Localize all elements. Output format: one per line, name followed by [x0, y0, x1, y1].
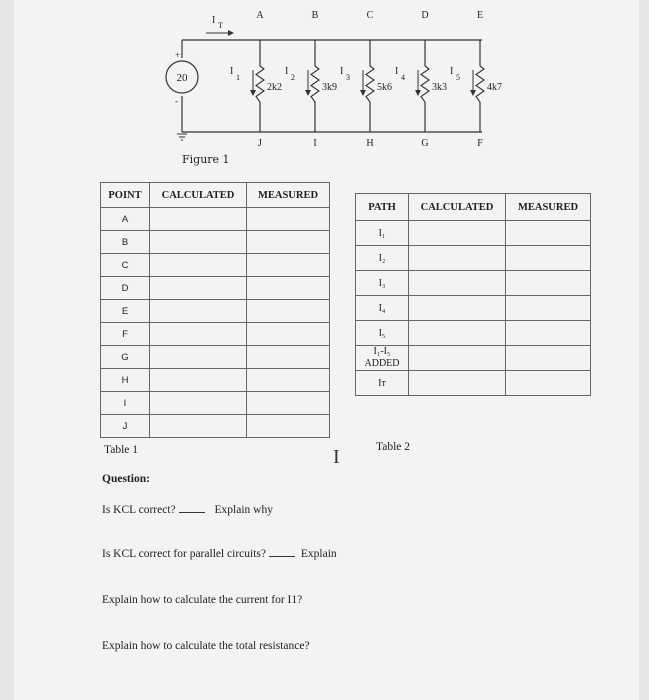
table1-calculated-cell[interactable] [150, 208, 247, 231]
it-label: I [212, 15, 216, 26]
table2-measured-cell[interactable] [506, 321, 591, 346]
resistor-1 [256, 66, 264, 102]
current-arrow-head [250, 90, 256, 96]
node-E: E [476, 10, 484, 21]
table2-row [356, 246, 591, 271]
svg-text:-: - [175, 96, 178, 106]
table1-measured-cell[interactable] [247, 346, 330, 369]
table1-row [101, 300, 330, 323]
branch-current-sub: 1 [236, 73, 240, 82]
table2-measured-cell[interactable] [506, 271, 591, 296]
branch-current-label: I [340, 66, 344, 77]
branch-5 [450, 40, 502, 132]
table1-measured-cell[interactable] [247, 300, 330, 323]
table2-calculated-cell[interactable] [409, 221, 506, 246]
resistor-value: 2k2 [267, 82, 282, 93]
table2-measured-cell[interactable] [506, 296, 591, 321]
table2-measured-cell[interactable] [506, 246, 591, 271]
current-arrow-head [415, 90, 421, 96]
branch-current-label: I [395, 66, 399, 77]
question-1 [102, 502, 273, 516]
table1-measured-cell[interactable] [247, 208, 330, 231]
table2-calculated-cell[interactable] [409, 346, 506, 371]
table1-row [101, 415, 330, 438]
current-arrow-head [305, 90, 311, 96]
table1-row [101, 254, 330, 277]
table1-row [101, 346, 330, 369]
table1-calculated-cell[interactable] [150, 415, 247, 438]
table2-measured-cell[interactable] [506, 346, 591, 371]
current-arrow-head [360, 90, 366, 96]
table2-header-path: PATH [356, 194, 409, 221]
table1-point-label: D [101, 277, 150, 300]
node-H: H [366, 138, 374, 149]
table1-row [101, 277, 330, 300]
table2-path-label: I₂ [356, 246, 409, 271]
question-1-explain: Explain why [214, 504, 273, 516]
question-heading: Question: [102, 473, 150, 485]
table1-point-label: H [101, 369, 150, 392]
question-4: Explain how to calculate the total resistance? [102, 640, 310, 652]
table2-header-calculated: CALCULATED [409, 194, 506, 221]
node-A: A [256, 10, 264, 21]
table2-path-label: I₄ [356, 296, 409, 321]
resistor-3 [366, 66, 374, 102]
branch-current-sub: 5 [456, 73, 460, 82]
table1-calculated-cell[interactable] [150, 300, 247, 323]
table1-measured-cell[interactable] [247, 277, 330, 300]
node-G: G [421, 138, 429, 149]
table2-row [356, 296, 591, 321]
node-D: D [421, 10, 429, 21]
table1-calculated-cell[interactable] [150, 346, 247, 369]
table1-measured-cell[interactable] [247, 231, 330, 254]
table1-measured-cell[interactable] [247, 369, 330, 392]
node-I: I [313, 138, 317, 149]
branch-current-label: I [450, 66, 454, 77]
table2-row [356, 271, 591, 296]
table1-point-label: J [101, 415, 150, 438]
table1-header-point: POINT [101, 183, 150, 208]
question-2-text: Is KCL correct for parallel circuits? [102, 548, 267, 560]
resistor-value: 3k3 [432, 82, 447, 93]
branch-current-label: I [230, 66, 234, 77]
table2-path-label: I₃ [356, 271, 409, 296]
table2-calculated-cell[interactable] [409, 271, 506, 296]
table2-path-label: Iᴛ [356, 371, 409, 396]
source-voltage: 20 [176, 72, 188, 84]
question-3: Explain how to calculate the current for I1? [102, 594, 303, 606]
table1-calculated-cell[interactable] [150, 277, 247, 300]
table1-point-label: E [101, 300, 150, 323]
branch-1 [230, 40, 282, 132]
table2-calculated-cell[interactable] [409, 246, 506, 271]
table1-header-measured: MEASURED [247, 183, 330, 208]
table2-caption: Table 2 [376, 441, 411, 453]
table1-caption: Table 1 [104, 444, 139, 456]
resistor-4 [421, 66, 429, 102]
table2-row [356, 346, 591, 371]
table1-point-label: G [101, 346, 150, 369]
node-C: C [366, 10, 374, 21]
table1-measured-cell[interactable] [247, 415, 330, 438]
branch-3 [340, 40, 392, 132]
it-sub: T [218, 21, 223, 30]
current-arrow-head [470, 90, 476, 96]
table-1 [100, 182, 330, 438]
table1-calculated-cell[interactable] [150, 231, 247, 254]
table1-calculated-cell[interactable] [150, 323, 247, 346]
table1-row [101, 231, 330, 254]
table1-row [101, 323, 330, 346]
resistor-value: 5k6 [377, 82, 392, 93]
table1-calculated-cell[interactable] [150, 369, 247, 392]
table2-path-label: I₅ [356, 321, 409, 346]
table2-calculated-cell[interactable] [409, 371, 506, 396]
branch-4 [395, 40, 447, 132]
branch-current-sub: 3 [346, 73, 350, 82]
table2-calculated-cell[interactable] [409, 321, 506, 346]
table2-measured-cell[interactable] [506, 221, 591, 246]
answer-blank-2[interactable] [269, 546, 295, 557]
resistor-value: 3k9 [322, 82, 337, 93]
table2-path-label: I₁ [356, 221, 409, 246]
branch-current-sub: 2 [291, 73, 295, 82]
table1-row [101, 392, 330, 415]
resistor-2 [311, 66, 319, 102]
table1-calculated-cell[interactable] [150, 254, 247, 277]
table1-row [101, 369, 330, 392]
table1-measured-cell[interactable] [247, 254, 330, 277]
table1-point-label: C [101, 254, 150, 277]
resistor-value: 4k7 [487, 82, 502, 93]
branch-2 [285, 40, 337, 132]
table1-point-label: I [101, 392, 150, 415]
answer-blank-1[interactable] [179, 502, 205, 513]
table1-header-calculated: CALCULATED [150, 183, 247, 208]
node-J: J [258, 138, 262, 149]
node-F: F [477, 138, 483, 149]
resistor-5 [476, 66, 484, 102]
text-cursor-icon: I [333, 446, 340, 468]
table2-header-measured: MEASURED [506, 194, 591, 221]
question-1-text: Is KCL correct? [102, 504, 176, 516]
table-2 [355, 193, 591, 396]
node-B: B [311, 10, 319, 21]
table1-point-label: B [101, 231, 150, 254]
circuit-figure [0, 0, 649, 180]
branch-current-sub: 4 [401, 73, 405, 82]
table1-calculated-cell[interactable] [150, 392, 247, 415]
table2-row [356, 221, 591, 246]
table1-row [101, 208, 330, 231]
table2-row [356, 321, 591, 346]
table1-measured-cell[interactable] [247, 392, 330, 415]
svg-text:+: + [175, 50, 181, 60]
table2-measured-cell[interactable] [506, 371, 591, 396]
branch-current-label: I [285, 66, 289, 77]
table2-calculated-cell[interactable] [409, 296, 506, 321]
question-2 [102, 546, 337, 560]
table1-point-label: A [101, 208, 150, 231]
table1-measured-cell[interactable] [247, 323, 330, 346]
table2-path-label: I₁-I₅ ADDED [356, 346, 409, 371]
table2-row [356, 371, 591, 396]
question-2-explain: Explain [300, 548, 337, 560]
figure-caption: Figure 1 [182, 153, 230, 166]
table1-point-label: F [101, 323, 150, 346]
